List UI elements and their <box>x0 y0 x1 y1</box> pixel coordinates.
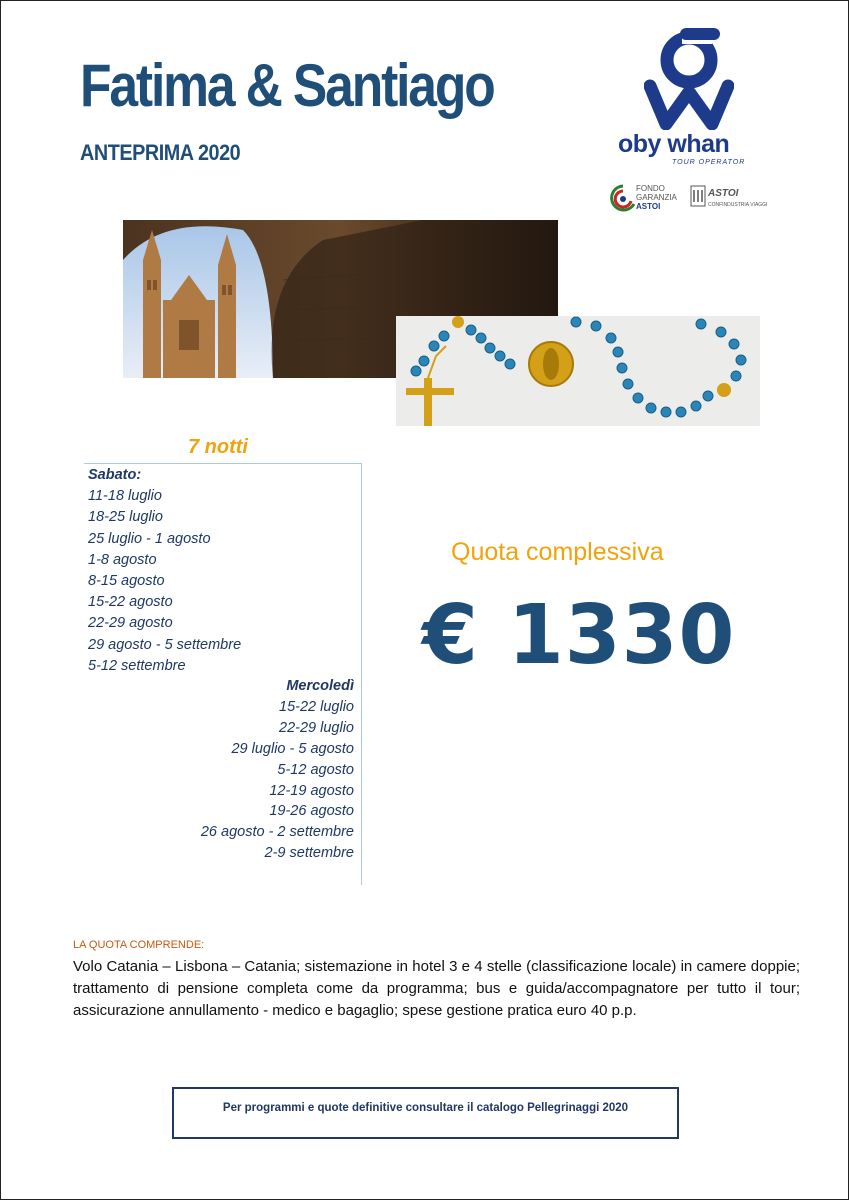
date-item: 12-19 agosto <box>269 782 354 799</box>
badge-line-fondo: FONDO <box>636 184 665 193</box>
logo-tagline: TOUR OPERATOR <box>672 159 746 166</box>
badge-line-astoi: ASTOI <box>636 202 661 211</box>
trip-duration: 7 notti <box>188 436 248 458</box>
date-item: 22-29 agosto <box>88 615 173 632</box>
includes-text: Volo Catania – Lisbona – Catania; sistemazione in hotel 3 e 4 stelle (classificazione locale) in camere doppie; trattamento di pensione completa come da programma; bus e guida/accompagnatore per tutto il tour; assicurazione annullamento - medico e bagaglio; spese gestione pratica euro 40 p.p. <box>73 958 800 1019</box>
date-item: 2-9 settembre <box>264 845 354 862</box>
date-item: 25 luglio - 1 agosto <box>88 530 211 547</box>
catalog-note-box <box>172 1087 679 1139</box>
page-subtitle: ANTEPRIMA 2020 <box>80 140 241 165</box>
date-item: 15-22 agosto <box>88 594 173 611</box>
date-item: 22-29 luglio <box>279 719 354 736</box>
date-item: 1-8 agosto <box>88 551 157 568</box>
date-item: 29 agosto - 5 settembre <box>88 636 242 653</box>
date-item: 11-18 luglio <box>88 488 162 505</box>
fondo-garanzia-badge <box>610 182 682 216</box>
price-label: Quota complessiva <box>451 538 664 566</box>
company-logo <box>612 28 772 178</box>
date-item: 29 luglio - 5 agosto <box>231 740 354 757</box>
logo-wordmark: oby whan <box>618 130 730 158</box>
rosary-photo <box>396 316 760 426</box>
catalog-note: Per programmi e quote definitive consultare il catalogo Pellegrinaggi 2020 <box>222 1102 629 1114</box>
astoi-badge <box>690 184 768 214</box>
includes-heading: LA QUOTA COMPRENDE: <box>73 939 205 951</box>
date-item: 19-26 agosto <box>269 803 354 820</box>
saturday-heading: Sabato: <box>88 467 142 483</box>
price-amount: € 1330 <box>422 588 736 683</box>
astoi-sublabel: CONFINDUSTRIA VIAGGI <box>708 202 768 208</box>
wednesday-heading: Mercoledì <box>286 678 354 694</box>
oby-whan-logo-icon <box>644 28 734 130</box>
badge-line-garanzia: GARANZIA <box>636 193 677 202</box>
date-item: 26 agosto - 2 settembre <box>200 824 354 841</box>
date-item: 15-22 luglio <box>279 698 354 715</box>
date-item: 18-25 luglio <box>88 509 163 526</box>
wednesday-dates <box>201 676 354 864</box>
date-item: 5-12 agosto <box>277 761 354 778</box>
astoi-label: ASTOI <box>708 188 739 199</box>
page-title: Fatima & Santiago <box>80 52 494 119</box>
fondo-garanzia-icon <box>610 184 636 214</box>
date-item: 5-12 settembre <box>88 657 186 674</box>
astoi-icon <box>690 184 706 208</box>
saturday-dates <box>88 465 241 677</box>
date-item: 8-15 agosto <box>88 573 165 590</box>
